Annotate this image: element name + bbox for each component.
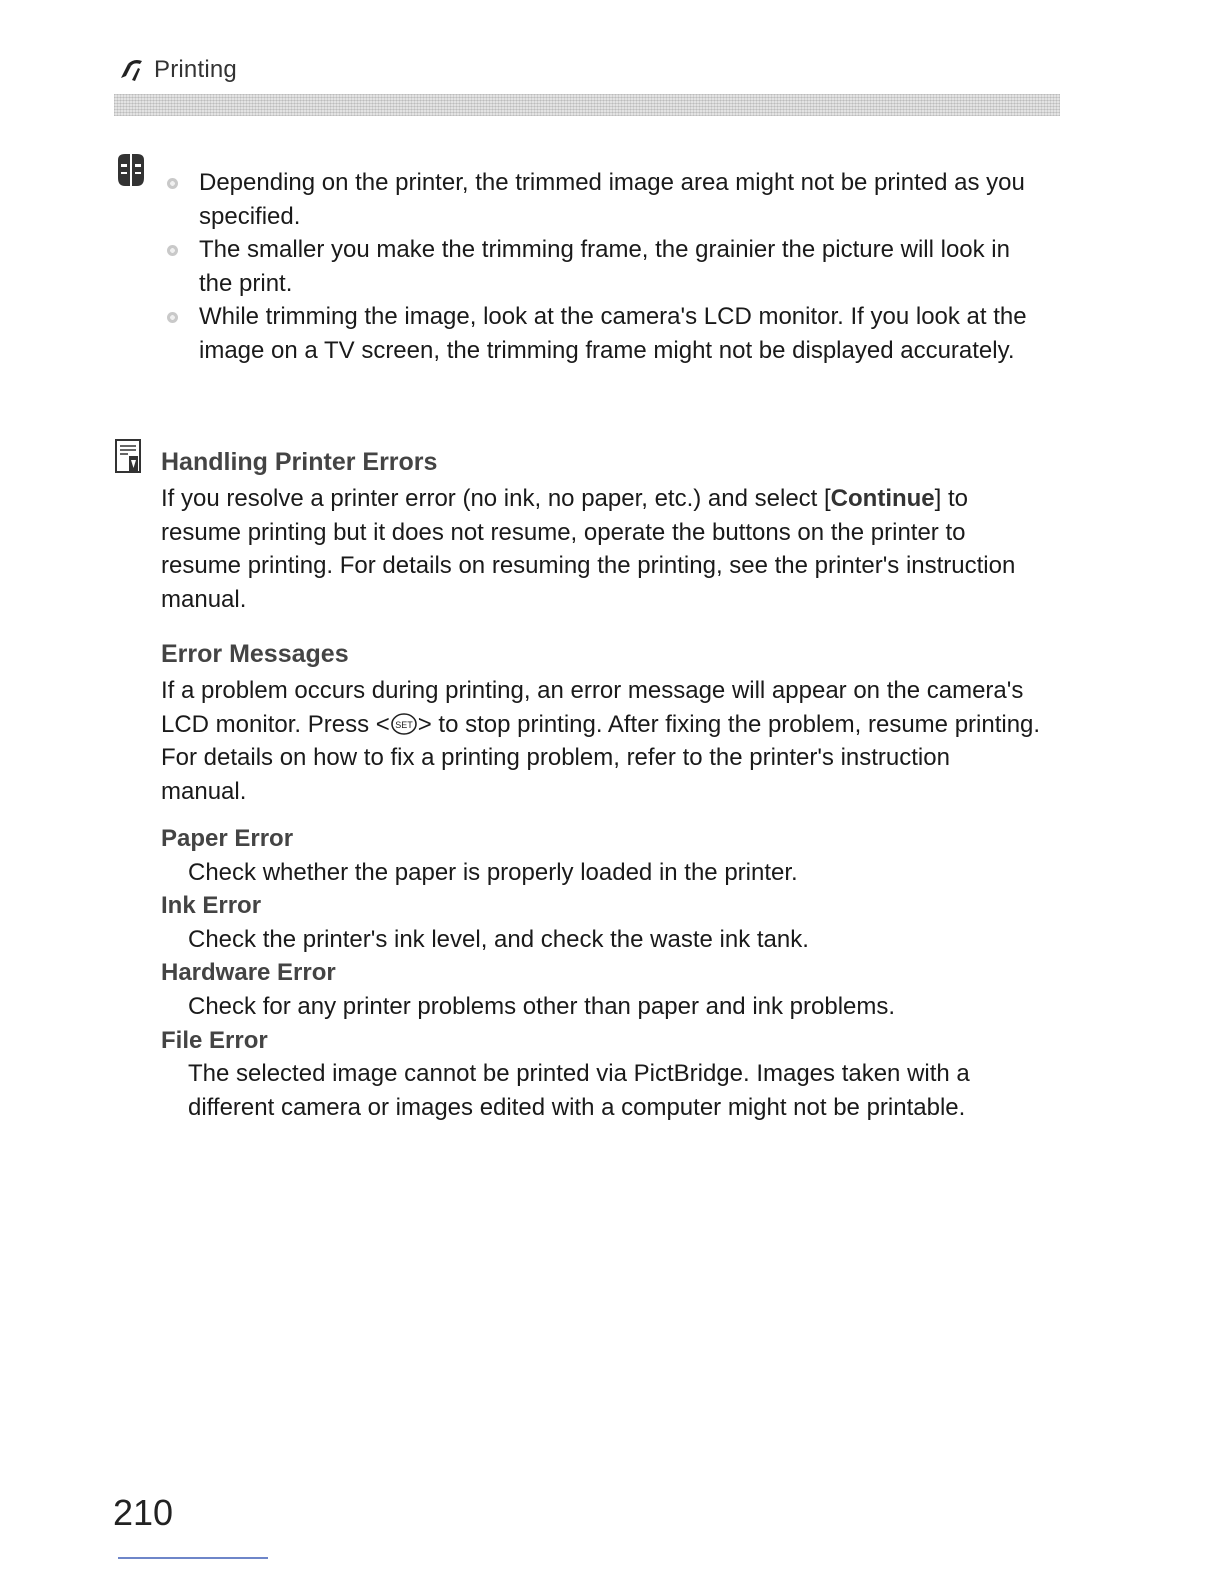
error-description: The selected image cannot be printed via PictBridge. Images taken with a different camera or images edited with a computer might not be printable. xyxy=(188,1060,970,1121)
caution-text: The smaller you make the trimming frame, the grainier the picture will look in the print. xyxy=(199,236,1010,297)
error-text-after: > to stop printing. After fixing the problem, resume printing. For details on how to fix a printing problem, refer to the printer's instruction manual. xyxy=(161,710,1041,806)
caution-item xyxy=(160,233,1040,300)
svg-text:SET: SET xyxy=(394,719,413,730)
handling-text-after: ] to resume printing but it does not resume, operate the buttons on the printer to resume printing. For details on resuming the printing, see the printer's instruction manual. xyxy=(161,485,1016,614)
error-description: Check for any printer problems other than paper and ink problems. xyxy=(188,992,896,1020)
bullet-icon xyxy=(167,245,178,256)
footer-rule xyxy=(118,1557,268,1559)
bullet-icon xyxy=(167,178,178,189)
bullet-icon xyxy=(167,312,178,323)
error-title: Ink Error xyxy=(161,892,262,920)
caution-icon xyxy=(113,152,149,190)
note-icon xyxy=(114,438,144,474)
caution-item xyxy=(160,300,1040,367)
handling-text-before: If you resolve a printer error (no ink, no paper, etc.) and select [ xyxy=(161,485,831,512)
error-text-before: If a problem occurs during printing, an error message will appear on the camera's LCD monitor. Press < xyxy=(161,677,1024,738)
continue-menu-label: Continue xyxy=(830,485,935,512)
printer-icon xyxy=(118,56,150,84)
caution-text: Depending on the printer, the trimmed image area might not be printed as you specified. xyxy=(199,169,1025,230)
error-description: Check whether the paper is properly loaded in the printer. xyxy=(188,858,798,886)
error-title: File Error xyxy=(161,1026,268,1054)
error-title: Paper Error xyxy=(161,825,294,852)
page-number: 210 xyxy=(113,1492,174,1533)
caution-text: While trimming the image, look at the camera's LCD monitor. If you look at the image on a TV screen, the trimming frame might not be displayed accurately. xyxy=(199,303,1027,364)
caution-list xyxy=(160,166,1040,367)
set-button-icon xyxy=(390,712,418,736)
error-messages-paragraph xyxy=(161,674,1041,809)
error-messages-title: Error Messages xyxy=(161,640,349,668)
page-header xyxy=(118,56,237,84)
error-description: Check the printer's ink level, and check the waste ink tank. xyxy=(188,925,809,953)
caution-item xyxy=(160,166,1040,233)
header-rule xyxy=(114,94,1060,116)
error-list xyxy=(161,822,1051,1124)
section-title: Handling Printer Errors xyxy=(161,448,438,476)
error-title: Hardware Error xyxy=(161,959,336,987)
handling-paragraph xyxy=(161,482,1041,617)
header-title: Printing xyxy=(154,56,237,83)
